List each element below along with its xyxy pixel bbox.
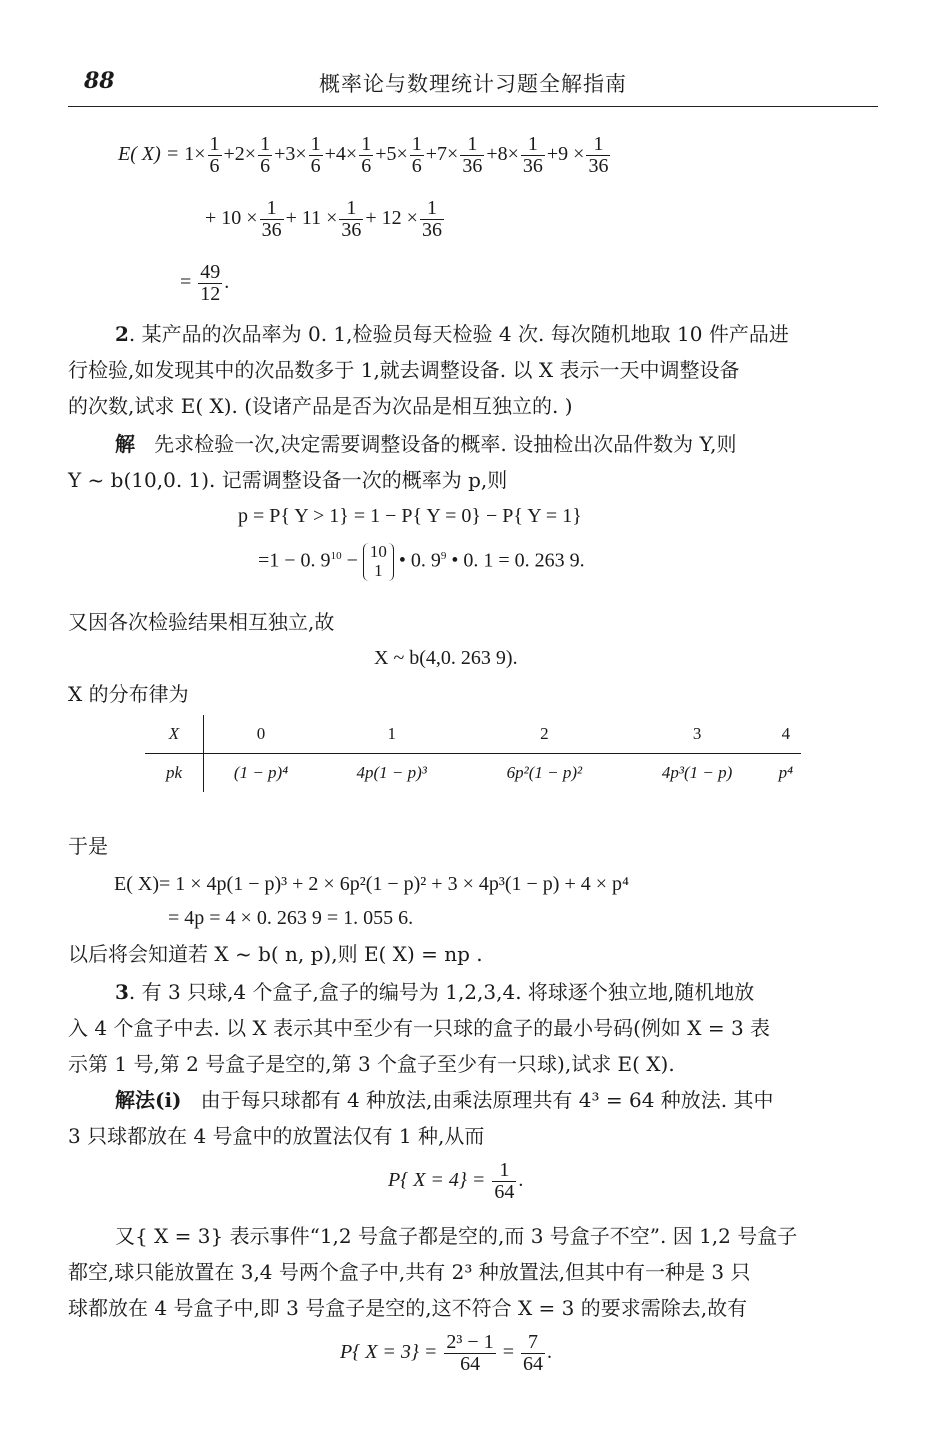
- solution-3-label: 解法(i): [115, 1088, 182, 1112]
- fraction-numerator: 1: [521, 134, 545, 156]
- binomial-coefficient: [363, 543, 394, 580]
- expectation-lhs: E( X) =: [118, 143, 180, 166]
- text-independent: 又因各次检验结果相互独立,故: [68, 610, 335, 634]
- fraction-denominator: 6: [310, 155, 321, 177]
- fraction-numerator: 1: [209, 133, 220, 155]
- expectation-row-1: [118, 134, 612, 177]
- prob-x-eq-3: [340, 1332, 552, 1375]
- expectation-equation-2: = 4p = 4 × 0. 263 9 = 1. 055 6.: [168, 907, 414, 929]
- equals-sign: =: [180, 271, 192, 294]
- remark-line: 以后将会知道若 X ~ b( n, p),则 E( X) = np .: [68, 942, 483, 966]
- term-coefficient: +9 ×: [546, 143, 585, 166]
- term-coefficient: + 11 ×: [285, 207, 338, 230]
- fraction-numerator: 1: [361, 133, 372, 155]
- text-distribution: X 的分布律为: [68, 682, 189, 706]
- table-cell: 2: [465, 715, 623, 754]
- binom-bottom: 1: [374, 561, 383, 581]
- term-fraction: [410, 134, 424, 177]
- result-fraction: [198, 262, 222, 305]
- problem-2-text-1: . 某产品的次品率为 0. 1,检验员每天检验 4 次. 每次随机地取 10 件产品进: [128, 322, 789, 346]
- table-cell: 4p(1 − p)³: [356, 763, 427, 782]
- fraction-denominator: 6: [260, 155, 271, 177]
- prob-x-eq-4: [388, 1160, 523, 1203]
- fraction-numerator: 1: [411, 133, 422, 155]
- eq2-part-c: • 0. 9: [393, 549, 441, 572]
- prob3-denominator-1: 64: [460, 1353, 481, 1375]
- problem-2-line-3: 的次数,试求 E( X). (设诸产品是否为次品是相互独立的. ): [68, 394, 573, 418]
- page-number: 88: [84, 68, 115, 94]
- fraction-numerator: 1: [260, 133, 271, 155]
- expectation-row-2: [205, 198, 446, 241]
- expectation-result: [180, 262, 229, 305]
- problem-2-number: 2: [115, 322, 129, 346]
- table-cell: 0: [204, 715, 319, 754]
- solution-3-line-4: 都空,球只能放置在 3,4 号两个盒子中,共有 2³ 种放置法,但其中有一种是 3 只: [68, 1260, 751, 1284]
- distribution-table: [145, 715, 801, 792]
- prob4-numerator: 1: [492, 1160, 516, 1182]
- prob3-fraction-1: [444, 1332, 495, 1375]
- expectation-equation-1: E( X)= 1 × 4p(1 − p)³ + 2 × 6p²(1 − p)² + 3 × 4p³(1 − p) + 4 × p⁴: [114, 873, 629, 895]
- term-fraction: [260, 198, 284, 241]
- term-fraction: [521, 134, 545, 177]
- term-coefficient: +4×: [324, 143, 358, 166]
- solution-2-label: 解: [115, 432, 135, 456]
- table-cell: (1 − p)⁴: [233, 763, 289, 782]
- term-fraction: [309, 134, 323, 177]
- term-coefficient: 1×: [184, 143, 206, 166]
- solution-2-equation-3: X ~ b(4,0. 263 9).: [374, 647, 518, 669]
- fraction-denominator: 36: [588, 155, 609, 177]
- prob3-period: .: [546, 1341, 552, 1364]
- term-coefficient: +8×: [486, 143, 519, 166]
- prob3-numerator-2: 7: [521, 1332, 545, 1354]
- term-coefficient: +3×: [274, 143, 307, 166]
- term-fraction: [208, 134, 222, 177]
- term-fraction: [359, 134, 373, 177]
- problem-3-line-3: 示第 1 号,第 2 号盒子是空的,第 3 个盒子至少有一只球),试求 E( X).: [68, 1052, 675, 1076]
- fraction-denominator: 36: [462, 155, 483, 177]
- fraction-denominator: 36: [261, 219, 282, 241]
- table-cell: 4p³(1 − p): [661, 763, 733, 782]
- prob4-denominator: 64: [494, 1181, 515, 1203]
- solution-3-line-1: [115, 1086, 774, 1114]
- term-fraction: [420, 198, 444, 241]
- table-row: [145, 754, 801, 793]
- eq2-part-a: =1 − 0. 9: [258, 549, 331, 572]
- solution-3-text-1: 由于每只球都有 4 种放法,由乘法原理共有 4³ = 64 种放法. 其中: [200, 1088, 774, 1112]
- table-cell: 1: [318, 715, 465, 754]
- eq2-part-b: −: [341, 549, 363, 572]
- table-label-pk: pk: [145, 754, 204, 793]
- term-fraction: [258, 134, 272, 177]
- table-cell: 4: [771, 715, 801, 754]
- page-header: [68, 62, 878, 107]
- solution-2-line-2: Y ~ b(10,0. 1). 记需调整设备一次的概率为 p,则: [68, 468, 508, 492]
- term-fraction: [339, 198, 363, 241]
- solution-3-line-2: 3 只球都放在 4 号盒中的放置法仅有 1 种,从而: [68, 1124, 485, 1148]
- table-cell: 6p²(1 − p)²: [506, 763, 583, 782]
- fraction-denominator: 6: [411, 155, 422, 177]
- problem-3-number: 3: [115, 980, 129, 1004]
- fraction-numerator: 1: [260, 198, 284, 220]
- term-coefficient: +5×: [375, 143, 408, 166]
- fraction-denominator: 36: [421, 219, 442, 241]
- term-fraction: [586, 134, 610, 177]
- table-row: [145, 715, 801, 754]
- fraction-denominator: 36: [341, 219, 362, 241]
- table-label-x: X: [145, 715, 204, 754]
- eq2-part-d: • 0. 1 = 0. 263 9.: [446, 549, 585, 572]
- solution-2-equation-1: p = P{ Y > 1} = 1 − P{ Y = 0} − P{ Y = 1}: [238, 505, 582, 527]
- prob4-fraction: [492, 1160, 516, 1203]
- term-coefficient: +7×: [425, 143, 459, 166]
- prob3-numerator-1: 2³ − 1: [446, 1331, 494, 1353]
- fraction-numerator: 1: [460, 134, 484, 156]
- fraction-numerator: 1: [420, 198, 444, 220]
- term-coefficient: + 10 ×: [205, 207, 258, 230]
- prob4-lhs: P{ X = 4} =: [388, 1169, 486, 1192]
- eq2-exponent-9: 9: [440, 550, 447, 562]
- problem-3-line-1: [115, 978, 754, 1006]
- solution-2-text-1: 先求检验一次,决定需要调整设备的概率. 设抽检出次品件数为 Y,则: [154, 432, 737, 456]
- fraction-numerator: 1: [339, 198, 363, 220]
- binom-top: 10: [369, 542, 387, 562]
- solution-2-equation-2: [258, 542, 585, 581]
- prob3-equals: =: [502, 1341, 514, 1364]
- book-title: 概率论与数理统计习题全解指南: [319, 72, 627, 96]
- result-denominator: 12: [200, 283, 221, 305]
- eq2-exponent-10: 10: [330, 550, 342, 562]
- fraction-denominator: 36: [522, 155, 543, 177]
- text-then: 于是: [68, 834, 108, 858]
- solution-3-line-5: 球都放在 4 号盒子中,即 3 号盒子是空的,这不符合 X = 3 的要求需除去,故有: [68, 1296, 748, 1320]
- problem-2-line-2: 行检验,如发现其中的次品数多于 1,就去调整设备. 以 X 表示一天中调整设备: [68, 358, 740, 382]
- prob3-denominator-2: 64: [522, 1353, 543, 1375]
- solution-3-line-3: 又{ X = 3} 表示事件“1,2 号盒子都是空的,而 3 号盒子不空”. 因 1,2 号盒子: [115, 1224, 798, 1248]
- result-period: .: [224, 271, 230, 294]
- fraction-denominator: 6: [209, 155, 220, 177]
- term-coefficient: +2×: [223, 143, 257, 166]
- prob3-fraction-2: [521, 1332, 545, 1375]
- term-coefficient: + 12 ×: [365, 207, 418, 230]
- prob3-lhs: P{ X = 3} =: [340, 1341, 438, 1364]
- result-numerator: 49: [200, 261, 221, 283]
- fraction-numerator: 1: [586, 134, 610, 156]
- fraction-numerator: 1: [310, 133, 321, 155]
- solution-2-line-1: [115, 430, 737, 458]
- table-cell: p⁴: [778, 763, 794, 782]
- problem-3-line-2: 入 4 个盒子中去. 以 X 表示其中至少有一只球的盒子的最小号码(例如 X = 3 表: [68, 1016, 771, 1040]
- problem-3-text-1: . 有 3 只球,4 个盒子,盒子的编号为 1,2,3,4. 将球逐个独立地,随机地放: [128, 980, 755, 1004]
- prob4-period: .: [518, 1169, 524, 1192]
- problem-2-line-1: [115, 320, 789, 348]
- term-fraction: [460, 134, 484, 177]
- fraction-denominator: 6: [361, 155, 372, 177]
- table-cell: 3: [623, 715, 770, 754]
